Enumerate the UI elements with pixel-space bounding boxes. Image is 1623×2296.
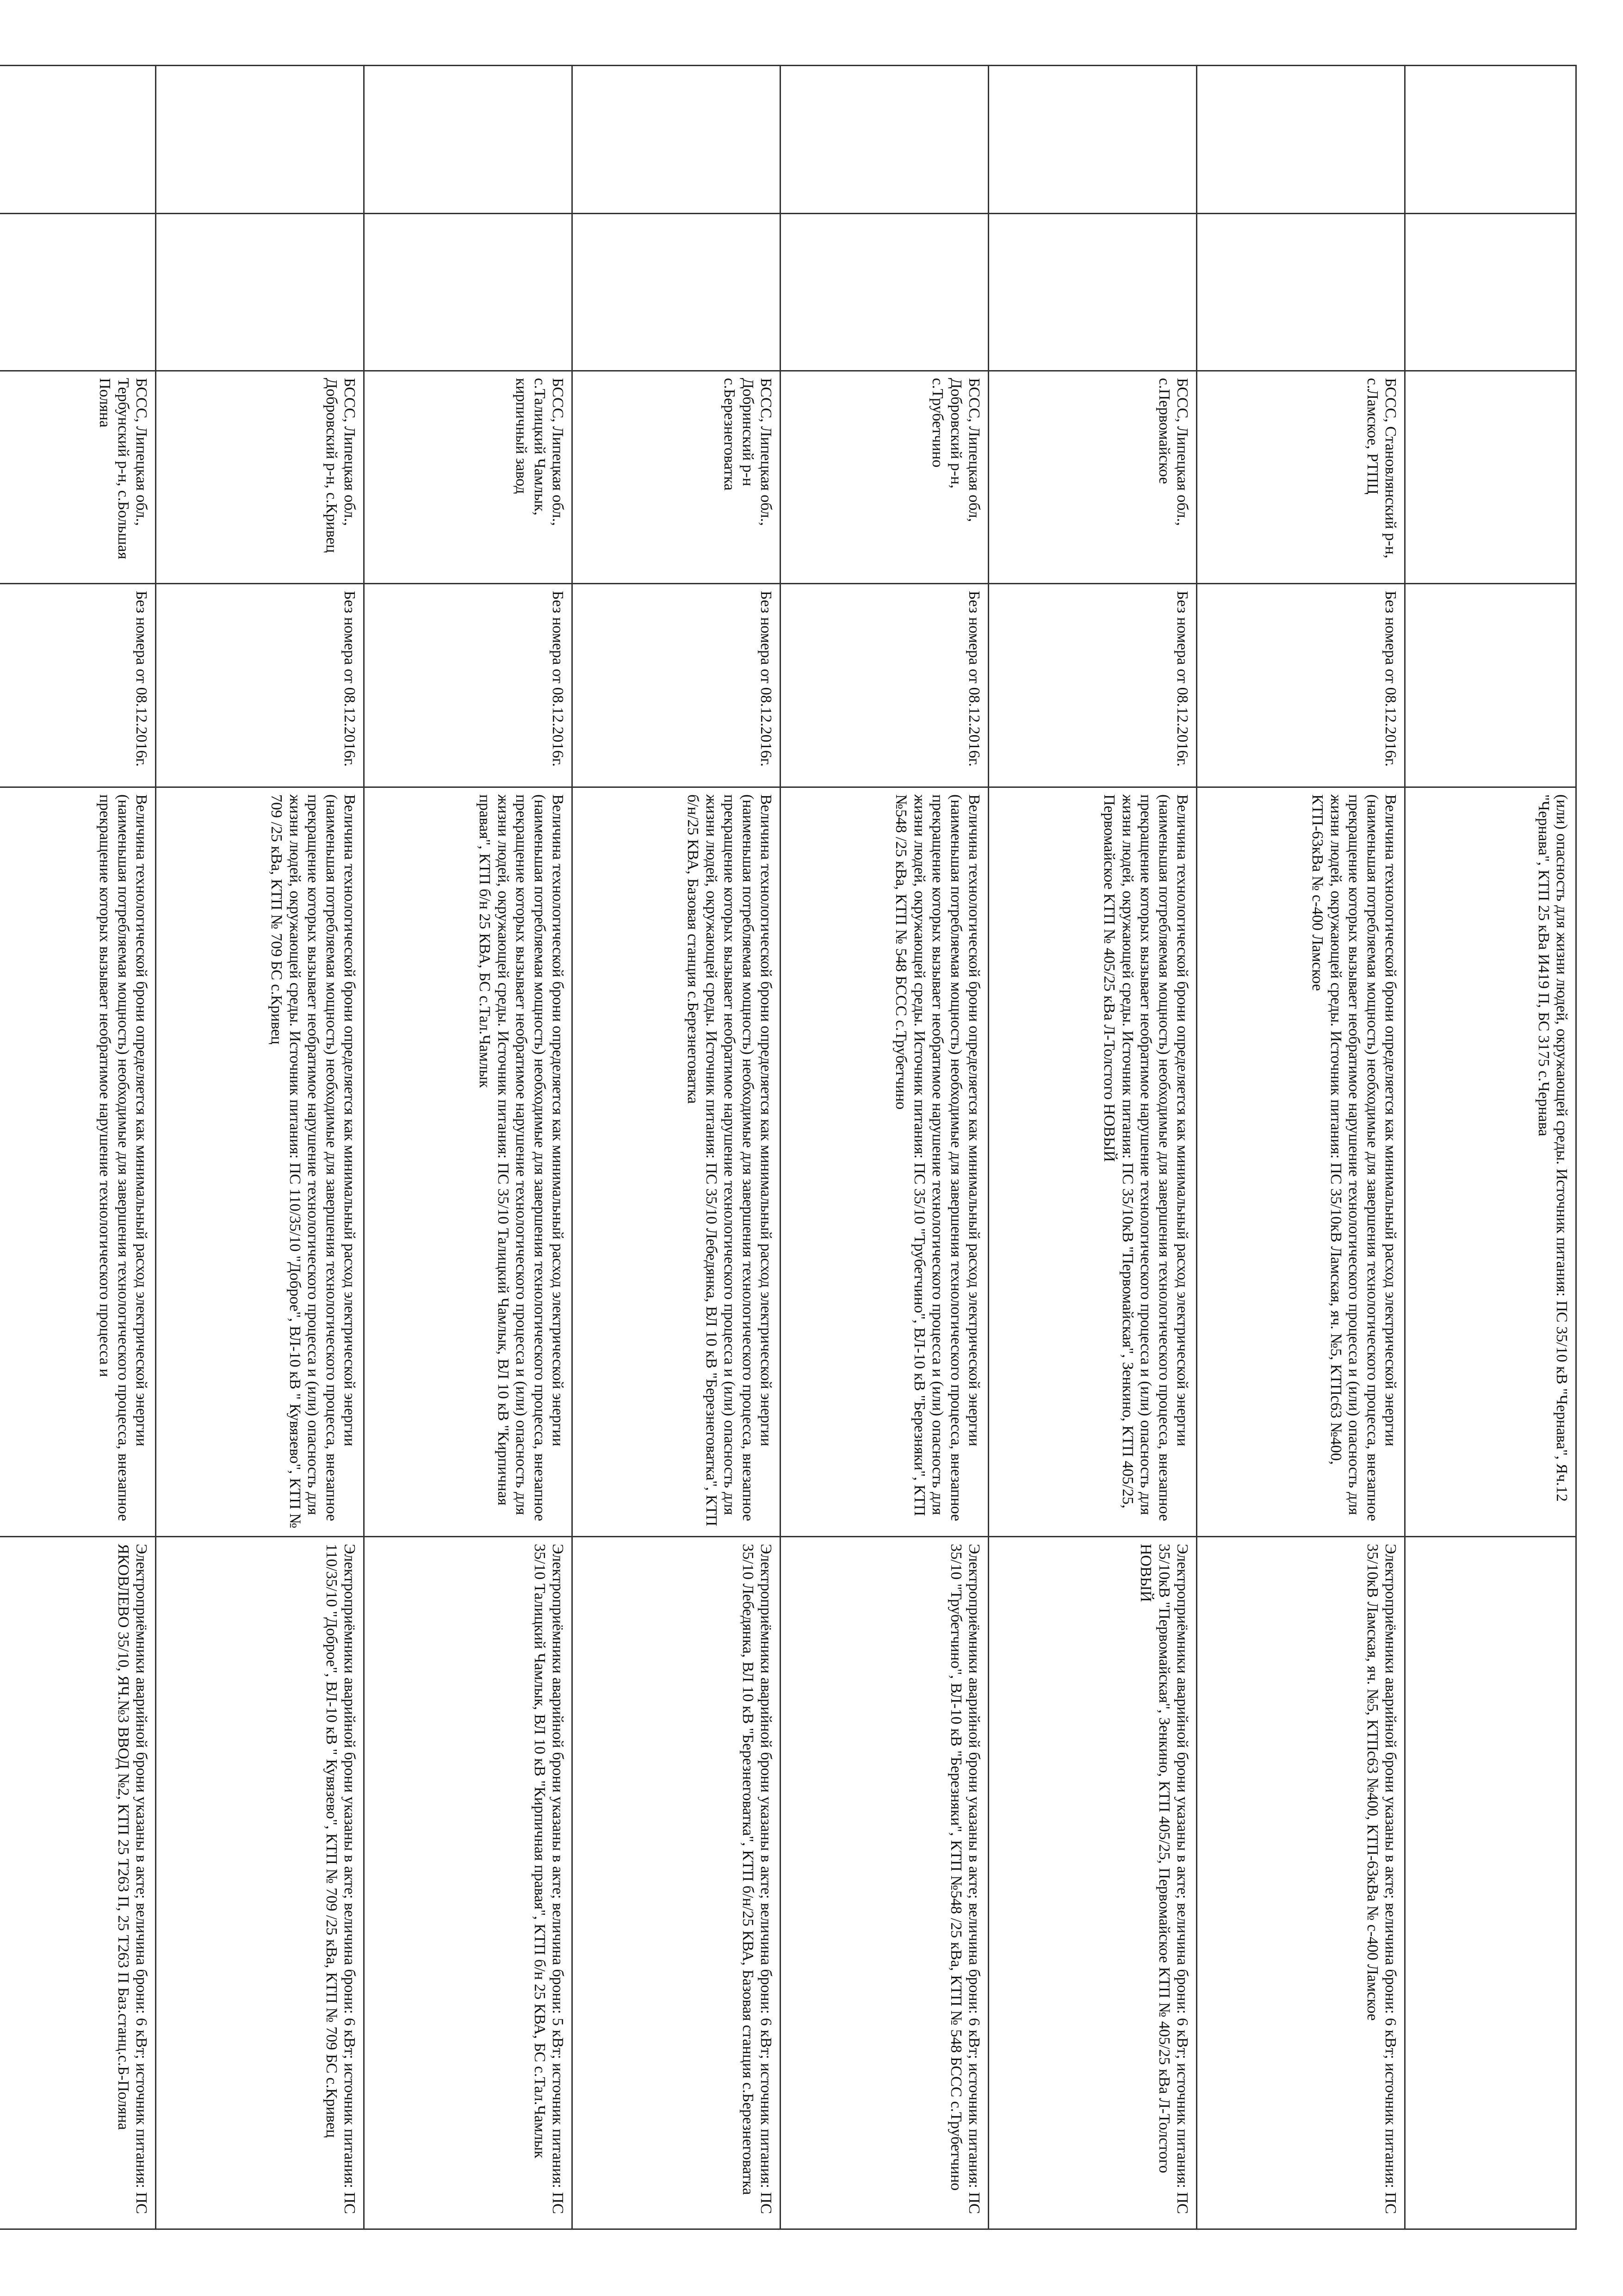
row-number-cell xyxy=(989,66,1197,214)
table-row xyxy=(156,66,364,2229)
emergency-reserve-cell: Электроприёмники аварийной брони указаны в акте; величина брони: 6 кВт; источник питания: ПС 35/10 Лебедянка, ВЛ 10 кВ "Березнеговатка", КТП б/н/25 КВА, Базовая станция с.Березнеговатка xyxy=(572,1537,781,2229)
technological-reserve-cell: (или) опасность для жизни людей, окружающей среды. Источник питания: ПС 35/10 кВ "Чернава", Яч.12 "Чернава", КТП 25 кВа И419 П, БС 3175 с.Чернава xyxy=(1405,787,1576,1537)
act-cell: Без номера от 08.12.2016г. xyxy=(572,584,781,787)
object-cell: БССС, Липецкая обл, Добровский р-н, с.Трубетчино xyxy=(781,371,989,584)
technological-reserve-cell: Величина технологической брони определяется как минимальный расход электрической энергии (наименьшая потребляемая мощность) необходимые для завершения технологического процесса, внезапное прекращение которых вызывает необратимое нарушение технологического процесса и xyxy=(0,787,156,1537)
object-cell: БССС, Липецкая обл., Тербунский р-н, с.Большая Поляна xyxy=(0,371,156,584)
row-number-cell xyxy=(781,66,989,214)
act-cell: Без номера от 08.12.2016г. xyxy=(0,584,156,787)
organization-cell xyxy=(0,214,156,371)
technological-reserve-cell: Величина технологической брони определяется как минимальный расход электрической энергии (наименьшая потребляемая мощность) необходимые для завершения технологического процесса, внезапное прекращение которых вызывает необратимое нарушение технологического процесса и (или) опасность для жизни людей, окружающей среды. Источник питания: ПС 35/10 Лебедянка, ВЛ 10 кВ "Березнеговатка", КТП б/н/25 КВА, Базовая станция с.Березнеговатка xyxy=(572,787,781,1537)
table-row xyxy=(1197,66,1405,2229)
technological-reserve-cell: Величина технологической брони определяется как минимальный расход электрической энергии (наименьшая потребляемая мощность) необходимые для завершения технологического процесса, внезапное прекращение которых вызывает необратимое нарушение технологического процесса и (или) опасность для жизни людей, окружающей среды. Источник питания: ПС 35/10 Талицкий Чамлык, ВЛ 10 кВ "Кирпичная правая", КТП б/н 25 КВА, БС с.Тал.Чамлык xyxy=(364,787,572,1537)
emergency-reserve-cell xyxy=(1405,1537,1576,2229)
organization-cell xyxy=(1197,214,1405,371)
organization-cell xyxy=(572,214,781,371)
object-cell: БССС, Липецкая обл., с.Талицкий Чамлык, кирпичный завод xyxy=(364,371,572,584)
organization-cell xyxy=(989,214,1197,371)
emergency-reserve-cell: Электроприёмники аварийной брони указаны в акте; величина брони: 6 кВт; источник питания: ПС 35/10 "Трубетчино", ВЛ-10 кВ "Березняки", КТП №548 /25 кВа, КТП № 548 БССС с.Трубетчино xyxy=(781,1537,989,2229)
act-cell xyxy=(1405,584,1576,787)
organization-cell xyxy=(364,214,572,371)
organization-cell xyxy=(1405,214,1576,371)
organization-cell xyxy=(156,214,364,371)
object-cell: БССС, Липецкая обл., Добровский р-н, с.Кривец xyxy=(156,371,364,584)
table-row xyxy=(781,66,989,2229)
row-number-cell xyxy=(1405,66,1576,214)
object-cell xyxy=(1405,371,1576,584)
technological-reserve-cell: Величина технологической брони определяется как минимальный расход электрической энергии (наименьшая потребляемая мощность) необходимые для завершения технологического процесса, внезапное прекращение которых вызывает необратимое нарушение технологического процесса и (или) опасность для жизни людей, окружающей среды. Источник питания: ПС 35/10кВ Ламская, яч. №5, КТПс63 №400, КТП-63кВа № с-400 Ламское xyxy=(1197,787,1405,1537)
act-cell: Без номера от 08.12.2016г. xyxy=(781,584,989,787)
rotated-document-page xyxy=(56,65,1577,2230)
emergency-reserve-cell: Электроприёмники аварийной брони указаны в акте; величина брони: 6 кВт; источник питания: ПС 35/10кВ Ламская, яч. №5, КТПс63 №400, КТП-63кВа № с-400 Ламское xyxy=(1197,1537,1405,2229)
technological-reserve-cell: Величина технологической брони определяется как минимальный расход электрической энергии (наименьшая потребляемая мощность) необходимые для завершения технологического процесса, внезапное прекращение которых вызывает необратимое нарушение технологического процесса и (или) опасность для жизни людей, окружающей среды. Источник питания: ПС 35/10кВ "Первомайская", Зенкино, КТП 405/25, Первомайское КТП № 405/25 кВа Л-Толстого НОВЫЙ xyxy=(989,787,1197,1537)
act-cell: Без номера от 08.12.2016г. xyxy=(364,584,572,787)
emergency-reserve-cell: Электроприёмники аварийной брони указаны в акте; величина брони: 6 кВт; источник питания: ПС ЯКОВЛЕВО 35/10, ЯЧ.№3 ВВОД №2, КТП 25 Т263 П, 25 Т263 П Баз.станц.с.Б-Поляна xyxy=(0,1537,156,2229)
object-cell: БССС, Липецкая обл., с.Первомайское xyxy=(989,371,1197,584)
table-row xyxy=(989,66,1197,2229)
emergency-reserve-cell: Электроприёмники аварийной брони указаны в акте; величина брони: 6 кВт; источник питания: ПС 110/35/10 "Доброе", ВЛ-10 кВ " Кувязево", КТП № 709 /25 кВа, КТП № 709 БС с.Кривец xyxy=(156,1537,364,2229)
table-row xyxy=(0,66,156,2229)
row-number-cell xyxy=(572,66,781,214)
act-cell: Без номера от 08.12.2016г. xyxy=(989,584,1197,787)
table-row xyxy=(364,66,572,2229)
emergency-reserve-cell: Электроприёмники аварийной брони указаны в акте; величина брони: 5 кВт; источник питания: ПС 35/10 Талицкий Чамлык, ВЛ 10 кВ "Кирпичная правая", КТП б/н 25 КВА, БС с.Тал.Чамлык xyxy=(364,1537,572,2229)
object-cell: БССС, Липецкая обл., Добринский р-н с.Березнеговатка xyxy=(572,371,781,584)
row-number-cell xyxy=(156,66,364,214)
act-cell: Без номера от 08.12.2016г. xyxy=(1197,584,1405,787)
organization-cell xyxy=(781,214,989,371)
table-row xyxy=(1405,66,1576,2229)
technological-reserve-cell: Величина технологической брони определяется как минимальный расход электрической энергии (наименьшая потребляемая мощность) необходимые для завершения технологического процесса, внезапное прекращение которых вызывает необратимое нарушение технологического процесса и (или) опасность для жизни людей, окружающей среды. Источник питания: ПС 35/10 "Трубетчино", ВЛ-10 кВ "Березняки", КТП №548 /25 кВа, КТП № 548 БССС с.Трубетчино xyxy=(781,787,989,1537)
reserve-table xyxy=(0,65,1577,2230)
act-cell: Без номера от 08.12.2016г. xyxy=(156,584,364,787)
row-number-cell xyxy=(364,66,572,214)
object-cell: БССС, Становлянский р-н, с.Ламское, РТПЦ xyxy=(1197,371,1405,584)
row-number-cell xyxy=(1197,66,1405,214)
emergency-reserve-cell: Электроприёмники аварийной брони указаны в акте; величина брони: 6 кВт; источник питания: ПС 35/10кВ "Первомайская", Зенкино, КТП 405/25, Первомайское КТП № 405/25 кВа Л-Толстого НОВЫЙ xyxy=(989,1537,1197,2229)
row-number-cell xyxy=(0,66,156,214)
technological-reserve-cell: Величина технологической брони определяется как минимальный расход электрической энергии (наименьшая потребляемая мощность) необходимые для завершения технологического процесса, внезапное прекращение которых вызывает необратимое нарушение технологического процесса и (или) опасность для жизни людей, окружающей среды. Источник питания: ПС 110/35/10 "Доброе", ВЛ-10 кВ " Кувязево", КТП № 709 /25 кВа, КТП № 709 БС с.Кривец xyxy=(156,787,364,1537)
table-row xyxy=(572,66,781,2229)
